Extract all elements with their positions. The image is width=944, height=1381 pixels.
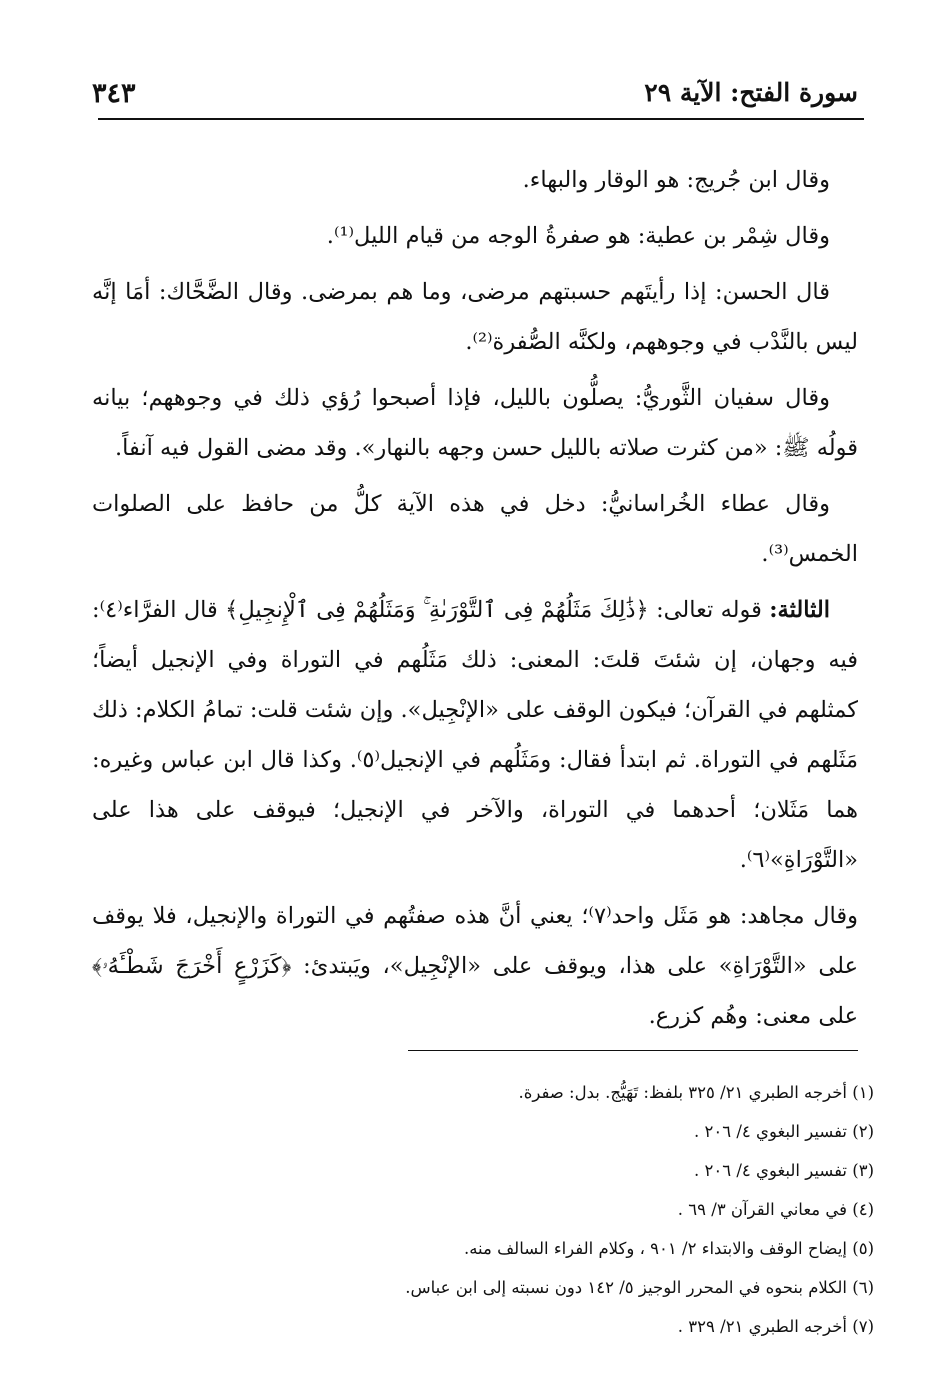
header-rule bbox=[98, 118, 864, 120]
footnote-2: (٢) تفسير البغوي ٤/ ٢٠٦ . bbox=[694, 1122, 874, 1141]
footnote-1: (١) أخرجه الطبري ٢١/ ٣٢٥ بلفظ: تَهَيُّج. بدل: صفرة. bbox=[518, 1083, 874, 1102]
intro-text: قوله تعالى: bbox=[656, 597, 762, 623]
footnote-6: (٦) الكلام بنحوه في المحرر الوجيز ٥/ ١٤٢ دون نسبته إلى ابن عباس. bbox=[405, 1278, 874, 1297]
paragraph-third-point bbox=[92, 585, 858, 885]
paragraph-ibn-jurayj: وقال ابن جُريج: هو الوقار والبهاء. bbox=[522, 167, 830, 193]
mujahid-text: وقال مجاهد: هو مَثَل واحد⁽٧⁾؛ يعني أنَّ هذه صفتُهم في التوراة والإنجيل، فلا يوقف على «التَّوْرَاةِ» على هذا، ويوقف على «الإنْجِيل»، ويَبتدئ: bbox=[92, 903, 859, 979]
paragraph-mujahid bbox=[92, 891, 858, 1041]
paragraph-thawri: وقال سفيان الثَّوريُّ: يصلُّون بالليل، فإذا أصبحوا رُؤي ذلك في وجوههم؛ بيانه قولُه ﷺ: «من كثرت صلاته بالليل حسن وجهه بالنهار». وقد مضى القول فيه آنفاً. bbox=[92, 385, 858, 461]
section-label: الثالثة: bbox=[769, 597, 831, 623]
page-number: ٣٤٣ bbox=[92, 78, 136, 109]
footnote-4: (٤) في معاني القرآن ٣/ ٦٩ . bbox=[677, 1200, 874, 1219]
footnote-7: (٧) أخرجه الطبري ٢١/ ٣٢٩ . bbox=[677, 1317, 874, 1336]
farra-text: قال الفرَّاء⁽٤⁾: فيه وجهان، إن شئتَ قلتَ: المعنى: ذلك مَثَلُهم في التوراة وفي الإنجيل أيضاً؛ كمثلهم في القرآن؛ فيكون الوقف على «الإنْجِيل». وإن شئت قلت: تمامُ الكلام: ذلك مَثَلهم في التوراة. ثم ابتدأ فقال: ومَثَلُهم في الإنجيل⁽٥⁾. وكذا قال ابن عباس وغيره: هما مَثَلان؛ أحدهما في التوراة، والآخر في الإنجيل؛ فيوقف على هذا على «التَّوْرَاةِ»⁽٦⁾. bbox=[92, 597, 859, 873]
paragraph-hasan: قال الحسن: إذا رأيتَهم حسبتهم مرضى، وما هم بمرضى. وقال الضَّحَّاك: أمَا إنَّه ليس بالنَّدْب في وجوههم، ولكنَّه الصُّفرة⁽²⁾. bbox=[92, 279, 858, 355]
mujahid-end: على معنى: وهُم كزرع. bbox=[648, 1003, 858, 1029]
footnote-separator bbox=[408, 1050, 858, 1051]
quran-verse: ﴿ذَٰلِكَ مَثَلُهُمْ فِى ٱلتَّوْرَىٰةِ ۚ وَمَثَلُهُمْ فِى ٱلْإِنجِيلِ﴾ bbox=[225, 597, 649, 623]
quran-verse-2: ﴿كَزَرْعٍ أَخْرَجَ شَطْـَٔهُۥ﴾ bbox=[92, 953, 292, 979]
footnotes bbox=[70, 1080, 874, 1353]
running-header-title: سورة الفتح: الآية ٢٩ bbox=[644, 78, 858, 107]
footnote-3: (٣) تفسير البغوي ٤/ ٢٠٦ . bbox=[694, 1161, 874, 1180]
main-text bbox=[92, 155, 858, 1047]
footnote-5: (٥) إيضاح الوقف والابتداء ٢/ ٩٠١ ، وكلام الفراء السالف منه. bbox=[463, 1239, 874, 1258]
paragraph-ata: وقال عطاء الخُراسانيُّ: دخل في هذه الآية كلُّ من حافظ على الصلوات الخمس⁽³⁾. bbox=[92, 491, 858, 567]
paragraph-shimr: وقال شِمْر بن عطية: هو صفرةُ الوجه من قيام الليل⁽¹⁾. bbox=[326, 223, 830, 249]
